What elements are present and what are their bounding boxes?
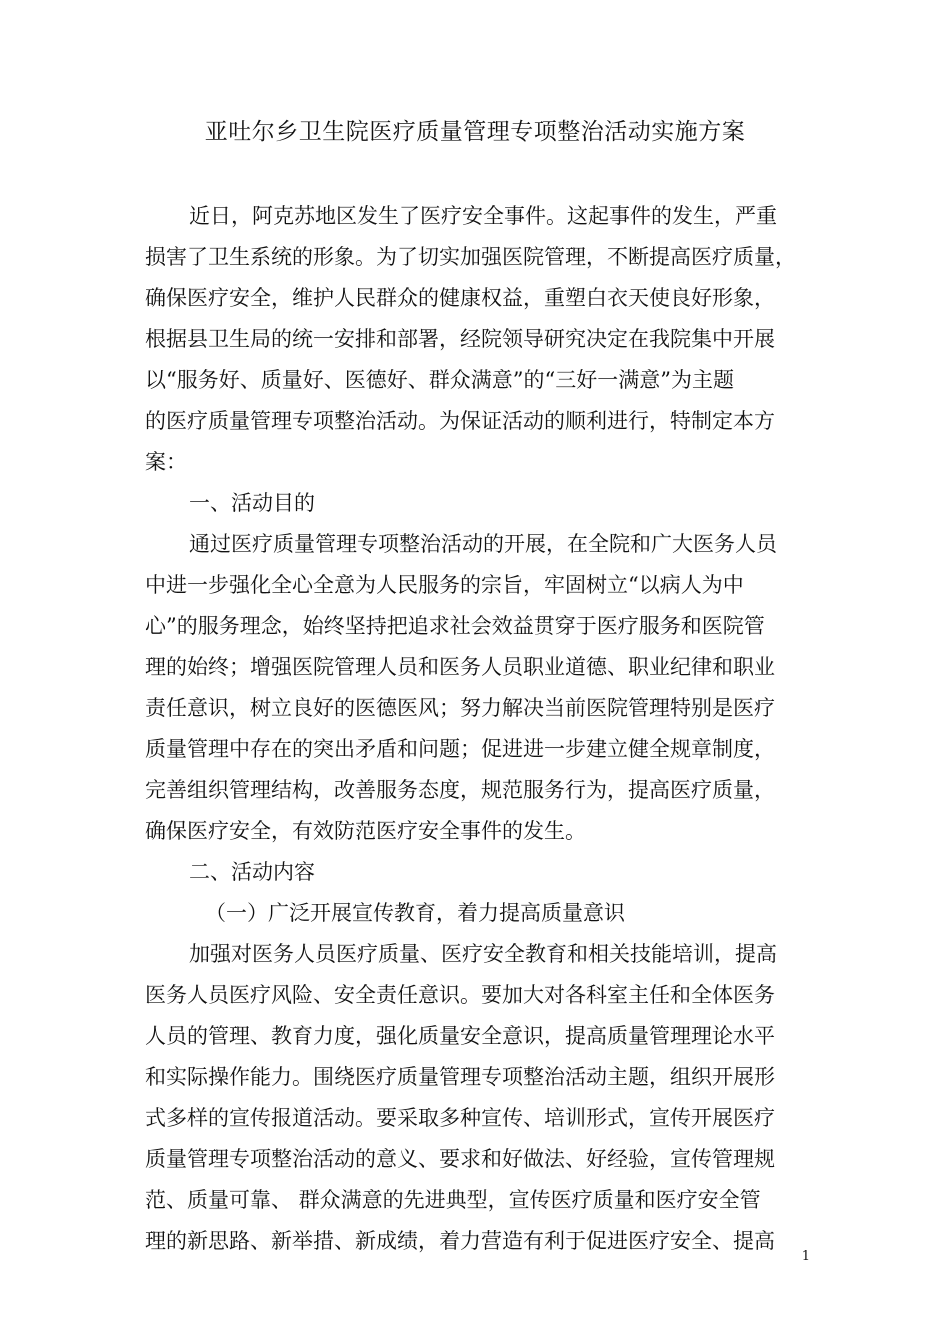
text-line: 理的始终；增强医院管理人员和医务人员职业道德、职业纪律和职业 [145,655,775,679]
text-line: 近日，阿克苏地区发生了医疗安全事件。这起事件的发生，严重 [189,204,777,228]
text-line: 中进一步强化全心全意为人民服务的宗旨，牢固树立“以病人为中 [145,573,744,597]
text-line: 心”的服务理念，始终坚持把追求社会效益贯穿于医疗服务和医院管 [145,614,765,638]
text-line: 完善组织管理结构，改善服务态度，规范服务行为，提高医疗质量， [145,778,775,802]
section-heading-purpose: 一、活动目的 [189,491,315,515]
subsection-heading: （一）广泛开展宣传教育，着力提高质量意识 [205,901,625,925]
text-line: 通过医疗质量管理专项整治活动的开展，在全院和广大医务人员 [189,532,777,556]
text-line: 确保医疗安全，有效防范医疗安全事件的发生。 [145,819,586,843]
text-line: 人员的管理、教育力度，强化质量安全意识，提高质量管理理论水平 [145,1024,775,1048]
text-line: 的医疗质量管理专项整治活动。为保证活动的顺利进行，特制定本方 [145,409,775,433]
text-line: 和实际操作能力。围绕医疗质量管理专项整治活动主题，组织开展形 [145,1065,775,1089]
text-line: 式多样的宣传报道活动。要采取多种宣传、培训形式，宣传开展医疗 [145,1106,775,1130]
text-line: 理的新思路、新举措、新成绩，着力营造有利于促进医疗安全、提高 [145,1229,775,1253]
text-line: 医务人员医疗风险、安全责任意识。要加大对各科室主任和全体医务 [145,983,775,1007]
text-line: 范、质量可靠、 群众满意的先进典型，宣传医疗质量和医疗安全管 [145,1188,761,1212]
text-line: 案： [145,450,187,474]
text-line: 责任意识，树立良好的医德医风；努力解决当前医院管理特别是医疗 [145,696,775,720]
page-number: 1 [801,1249,810,1264]
text-line: 损害了卫生系统的形象。为了切实加强医院管理，不断提高医疗质量， [145,245,796,269]
text-line: 确保医疗安全，维护人民群众的健康权益，重塑白衣天使良好形象， [145,286,775,310]
text-line: 质量管理专项整治活动的意义、要求和好做法、好经验，宣传管理规 [145,1147,775,1171]
text-line: 加强对医务人员医疗质量、医疗安全教育和相关技能培训，提高 [189,942,777,966]
document-body [145,196,825,1262]
section-heading-content: 二、活动内容 [189,860,315,884]
text-line: 根据县卫生局的统一安排和部署，经院领导研究决定在我院集中开展 [145,327,775,351]
text-line: 以“服务好、质量好、医德好、群众满意”的“三好一满意”为主题 [145,368,734,392]
text-line: 质量管理中存在的突出矛盾和问题；促进进一步建立健全规章制度， [145,737,775,761]
document-title: 亚吐尔乡卫生院医疗质量管理专项整治活动实施方案 [204,119,746,145]
